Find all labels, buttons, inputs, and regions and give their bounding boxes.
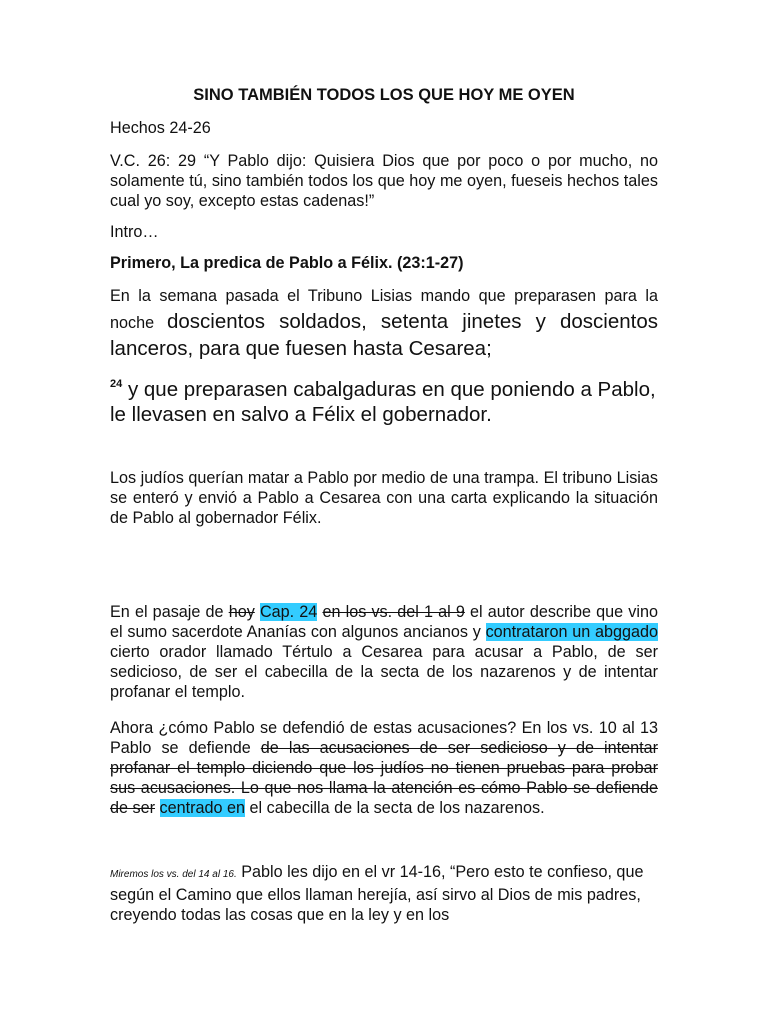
strikethrough-text: hoy xyxy=(228,603,255,621)
text-run: En el pasaje de xyxy=(110,603,229,621)
section-heading: Primero, La predica de Pablo a Félix. (23:1-27) xyxy=(110,254,464,272)
small-italic-note: Miremos los vs. del 14 al 16. xyxy=(110,869,237,880)
verse-24-text: y que preparasen cabalgaduras en que poniendo a Pablo, le llevasen en salvo a Félix el gobernador. xyxy=(110,378,656,426)
strikethrough-text: de las acusaciones de ser sedicioso y de intentar profanar el templo diciendo que los judíos no tienen pruebas para probar sus acusaciones. Lo que nos llama la atención es cómo Pablo se defiende de ser xyxy=(110,739,658,817)
paragraph-pasaje xyxy=(110,602,658,702)
strikethrough-text: en los vs. del 1 al 9 xyxy=(322,603,465,621)
paragraph-large-text: doscientos soldados, setenta jinetes y doscientos lanceros, para que fuesen hasta Cesarea; xyxy=(110,310,658,360)
intro-label: Intro… xyxy=(110,223,159,241)
key-verse: V.C. 26: 29 “Y Pablo dijo: Quisiera Dios que por poco o por mucho, no solamente tú, sino también todos los que hoy me oyen, fueseis hechos tales cual yo soy, excepto estas cadenas!” xyxy=(110,152,658,210)
text-run: cierto orador llamado Tértulo a Cesarea para acusar a Pablo, de ser sedicioso, de ser el cabecilla de la secta de los nazarenos y de intentar profanar el templo. xyxy=(110,643,658,701)
highlighted-text: contrataron un abggado xyxy=(485,623,658,641)
scripture-reference: Hechos 24-26 xyxy=(110,119,211,137)
highlighted-text: Cap. 24 xyxy=(259,603,318,621)
paragraph-lead-text: En la semana pasada el Tribuno Lisias mando que preparasen para la noche xyxy=(110,287,658,332)
paragraph-defensa xyxy=(110,718,658,818)
paragraph-judios: Los judíos querían matar a Pablo por medio de una trampa. El tribuno Lisias se enteró y envió a Pablo a Cesarea con una carta explicando la situación de Pablo al gobernador Félix. xyxy=(110,469,658,527)
paragraph-vr-14-16 xyxy=(110,862,658,925)
paragraph-tribuno xyxy=(110,285,658,363)
text-run: el autor describe que vino el sumo sacerdote Ananías con algunos ancianos y xyxy=(110,603,659,641)
verse-number: 24 xyxy=(110,378,123,390)
text-run: el cabecilla de la secta de los nazarenos. xyxy=(245,799,545,817)
text-run: Ahora ¿cómo Pablo se defendió de estas acusaciones? En los vs. 10 al 13 Pablo se defiende xyxy=(110,719,658,757)
text-run: Pablo les dijo en el vr 14-16, “Pero esto te confieso, que según el Camino que ellos llaman herejía, así sirvo al Dios de mis padres, creyendo todas las cosas que en la ley y en los xyxy=(110,863,644,924)
verse-24-paragraph xyxy=(110,372,658,427)
highlighted-text: centrado en xyxy=(159,799,245,817)
page-title: SINO TAMBIÉN TODOS LOS QUE HOY ME OYEN xyxy=(193,86,575,104)
